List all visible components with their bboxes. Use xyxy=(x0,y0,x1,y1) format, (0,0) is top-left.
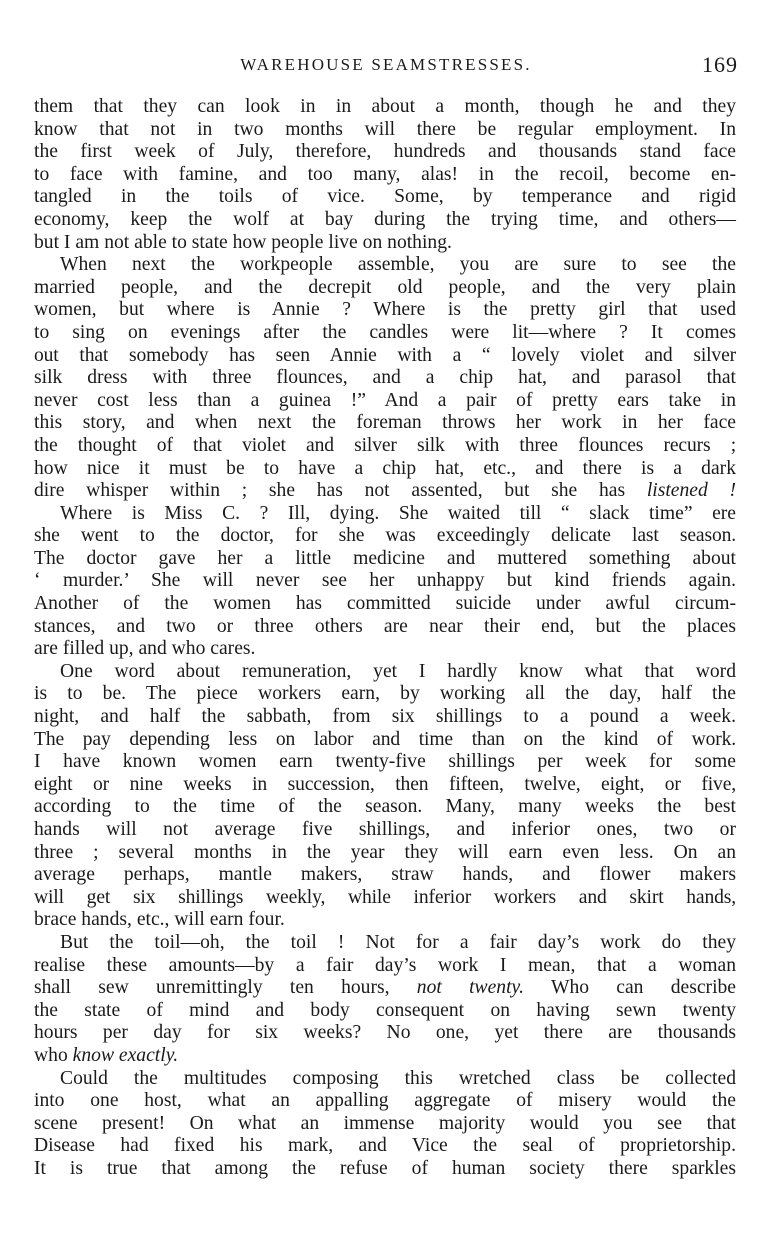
text-line: how nice it must be to have a chip hat, etc., and there is a dark xyxy=(34,457,736,479)
text-line: tangled in the toils of vice. Some, by temperance and rigid xyxy=(34,186,736,208)
paragraph xyxy=(34,661,736,932)
text-line: stances, and two or three others are near their end, but the places xyxy=(34,615,736,637)
paragraph xyxy=(34,254,736,503)
text-line: silk dress with three flounces, and a chip hat, and parasol that xyxy=(34,367,736,389)
text-line: But the toil—oh, the toil ! Not for a fair day’s work do they xyxy=(60,931,736,953)
text-line: hours per day for six weeks? No one, yet there are thousands xyxy=(34,1022,736,1044)
text-line: Could the multitudes composing this wretched class be collected xyxy=(60,1067,736,1089)
text-line xyxy=(34,1045,736,1068)
text-line: Where is Miss C. ? Ill, dying. She waited till “ slack time” ere xyxy=(60,502,736,524)
text-line: to sing on evenings after the candles were lit—where ? It comes xyxy=(34,321,736,343)
text-line: economy, keep the wolf at bay during the trying time, and others— xyxy=(34,208,736,230)
text-line: ‘ murder.’ She will never see her unhappy but kind friends again. xyxy=(34,570,736,592)
text-span: who xyxy=(34,1044,68,1066)
page-number: 169 xyxy=(702,52,738,77)
text-line: three ; several months in the year they will earn even less. On an xyxy=(34,841,736,863)
text-line: realise these amounts—by a fair day’s work I mean, that a woman xyxy=(34,954,736,976)
paragraph xyxy=(34,503,736,661)
text-line: Disease had fixed his mark, and Vice the seal of proprietorship. xyxy=(34,1135,736,1157)
text-line: never cost less than a guinea !” And a pair of pretty ears take in xyxy=(34,389,736,411)
running-title: WAREHOUSE SEAMSTRESSES. xyxy=(240,55,532,74)
text-span: Who can describe xyxy=(550,977,737,999)
text-line: I have known women earn twenty-five shillings per week for some xyxy=(34,751,736,773)
text-line: she went to the doctor, for she was exceedingly delicate last season. xyxy=(34,525,736,547)
text-line: average perhaps, mantle makers, straw hands, and flower makers xyxy=(34,864,736,886)
paragraph xyxy=(34,1068,736,1181)
text-line: the thought of that violet and silver silk with three flounces recurs ; xyxy=(34,434,736,456)
text-line: brace hands, etc., will earn four. xyxy=(34,909,285,931)
body-text xyxy=(34,96,736,1181)
text-line: hands will not average five shillings, and inferior ones, two or xyxy=(34,819,736,840)
paragraph xyxy=(34,96,736,254)
text-line: It is true that among the refuse of human society there sparkles xyxy=(34,1157,736,1179)
text-line: The doctor gave her a little medicine and muttered something about xyxy=(34,547,736,569)
text-line: married people, and the decrepit old people, and the very plain xyxy=(34,276,736,298)
page-header xyxy=(30,50,742,80)
text-line: to face with famine, and too many, alas! in the recoil, become en- xyxy=(34,163,736,185)
text-span: dire whisper within ; she has not assented, but she has xyxy=(34,480,626,502)
text-line: according to the time of the season. Many, many weeks the best xyxy=(34,796,736,818)
text-line: the state of mind and body consequent on having sewn twenty xyxy=(34,999,736,1021)
italic-text: know exactly. xyxy=(72,1044,179,1066)
text-line: into one host, what an appalling aggregate of misery would the xyxy=(34,1090,736,1112)
text-line: eight or nine weeks in succession, then fifteen, twelve, eight, or five, xyxy=(34,773,736,795)
italic-text: listened ! xyxy=(646,480,737,502)
text-line: out that somebody has seen Annie with a “ lovely violet and silver xyxy=(34,344,736,366)
text-line: them that they can look in in about a month, though he and they xyxy=(34,96,736,117)
italic-text: not twenty. xyxy=(416,977,525,999)
text-line: will get six shillings weekly, while inferior workers and skirt hands, xyxy=(34,886,736,908)
text-line: the first week of July, therefore, hundreds and thousands stand face xyxy=(34,141,736,163)
text-line: are filled up, and who cares. xyxy=(34,638,256,660)
text-line: but I am not able to state how people live on nothing. xyxy=(34,231,452,253)
text-line xyxy=(34,480,736,503)
text-line xyxy=(34,977,736,1000)
text-line: Another of the women has committed suicide under awful circum- xyxy=(34,593,736,615)
text-line: know that not in two months will there be regular employment. In xyxy=(34,118,736,140)
text-line: scene present! On what an immense majority would you see that xyxy=(34,1112,736,1134)
text-line: this story, and when next the foreman throws her work in her face xyxy=(34,412,736,434)
text-line: is to be. The piece workers earn, by working all the day, half the xyxy=(34,683,736,705)
text-line: women, but where is Annie ? Where is the pretty girl that used xyxy=(34,299,736,321)
paragraph xyxy=(34,932,736,1068)
text-line: One word about remuneration, yet I hardly know what that word xyxy=(60,660,736,682)
text-span: shall sew unremittingly ten hours, xyxy=(34,977,390,999)
text-line: night, and half the sabbath, from six shillings to a pound a week. xyxy=(34,706,736,728)
text-line: The pay depending less on labor and time than on the kind of work. xyxy=(34,728,736,750)
text-line: When next the workpeople assemble, you are sure to see the xyxy=(60,254,736,276)
